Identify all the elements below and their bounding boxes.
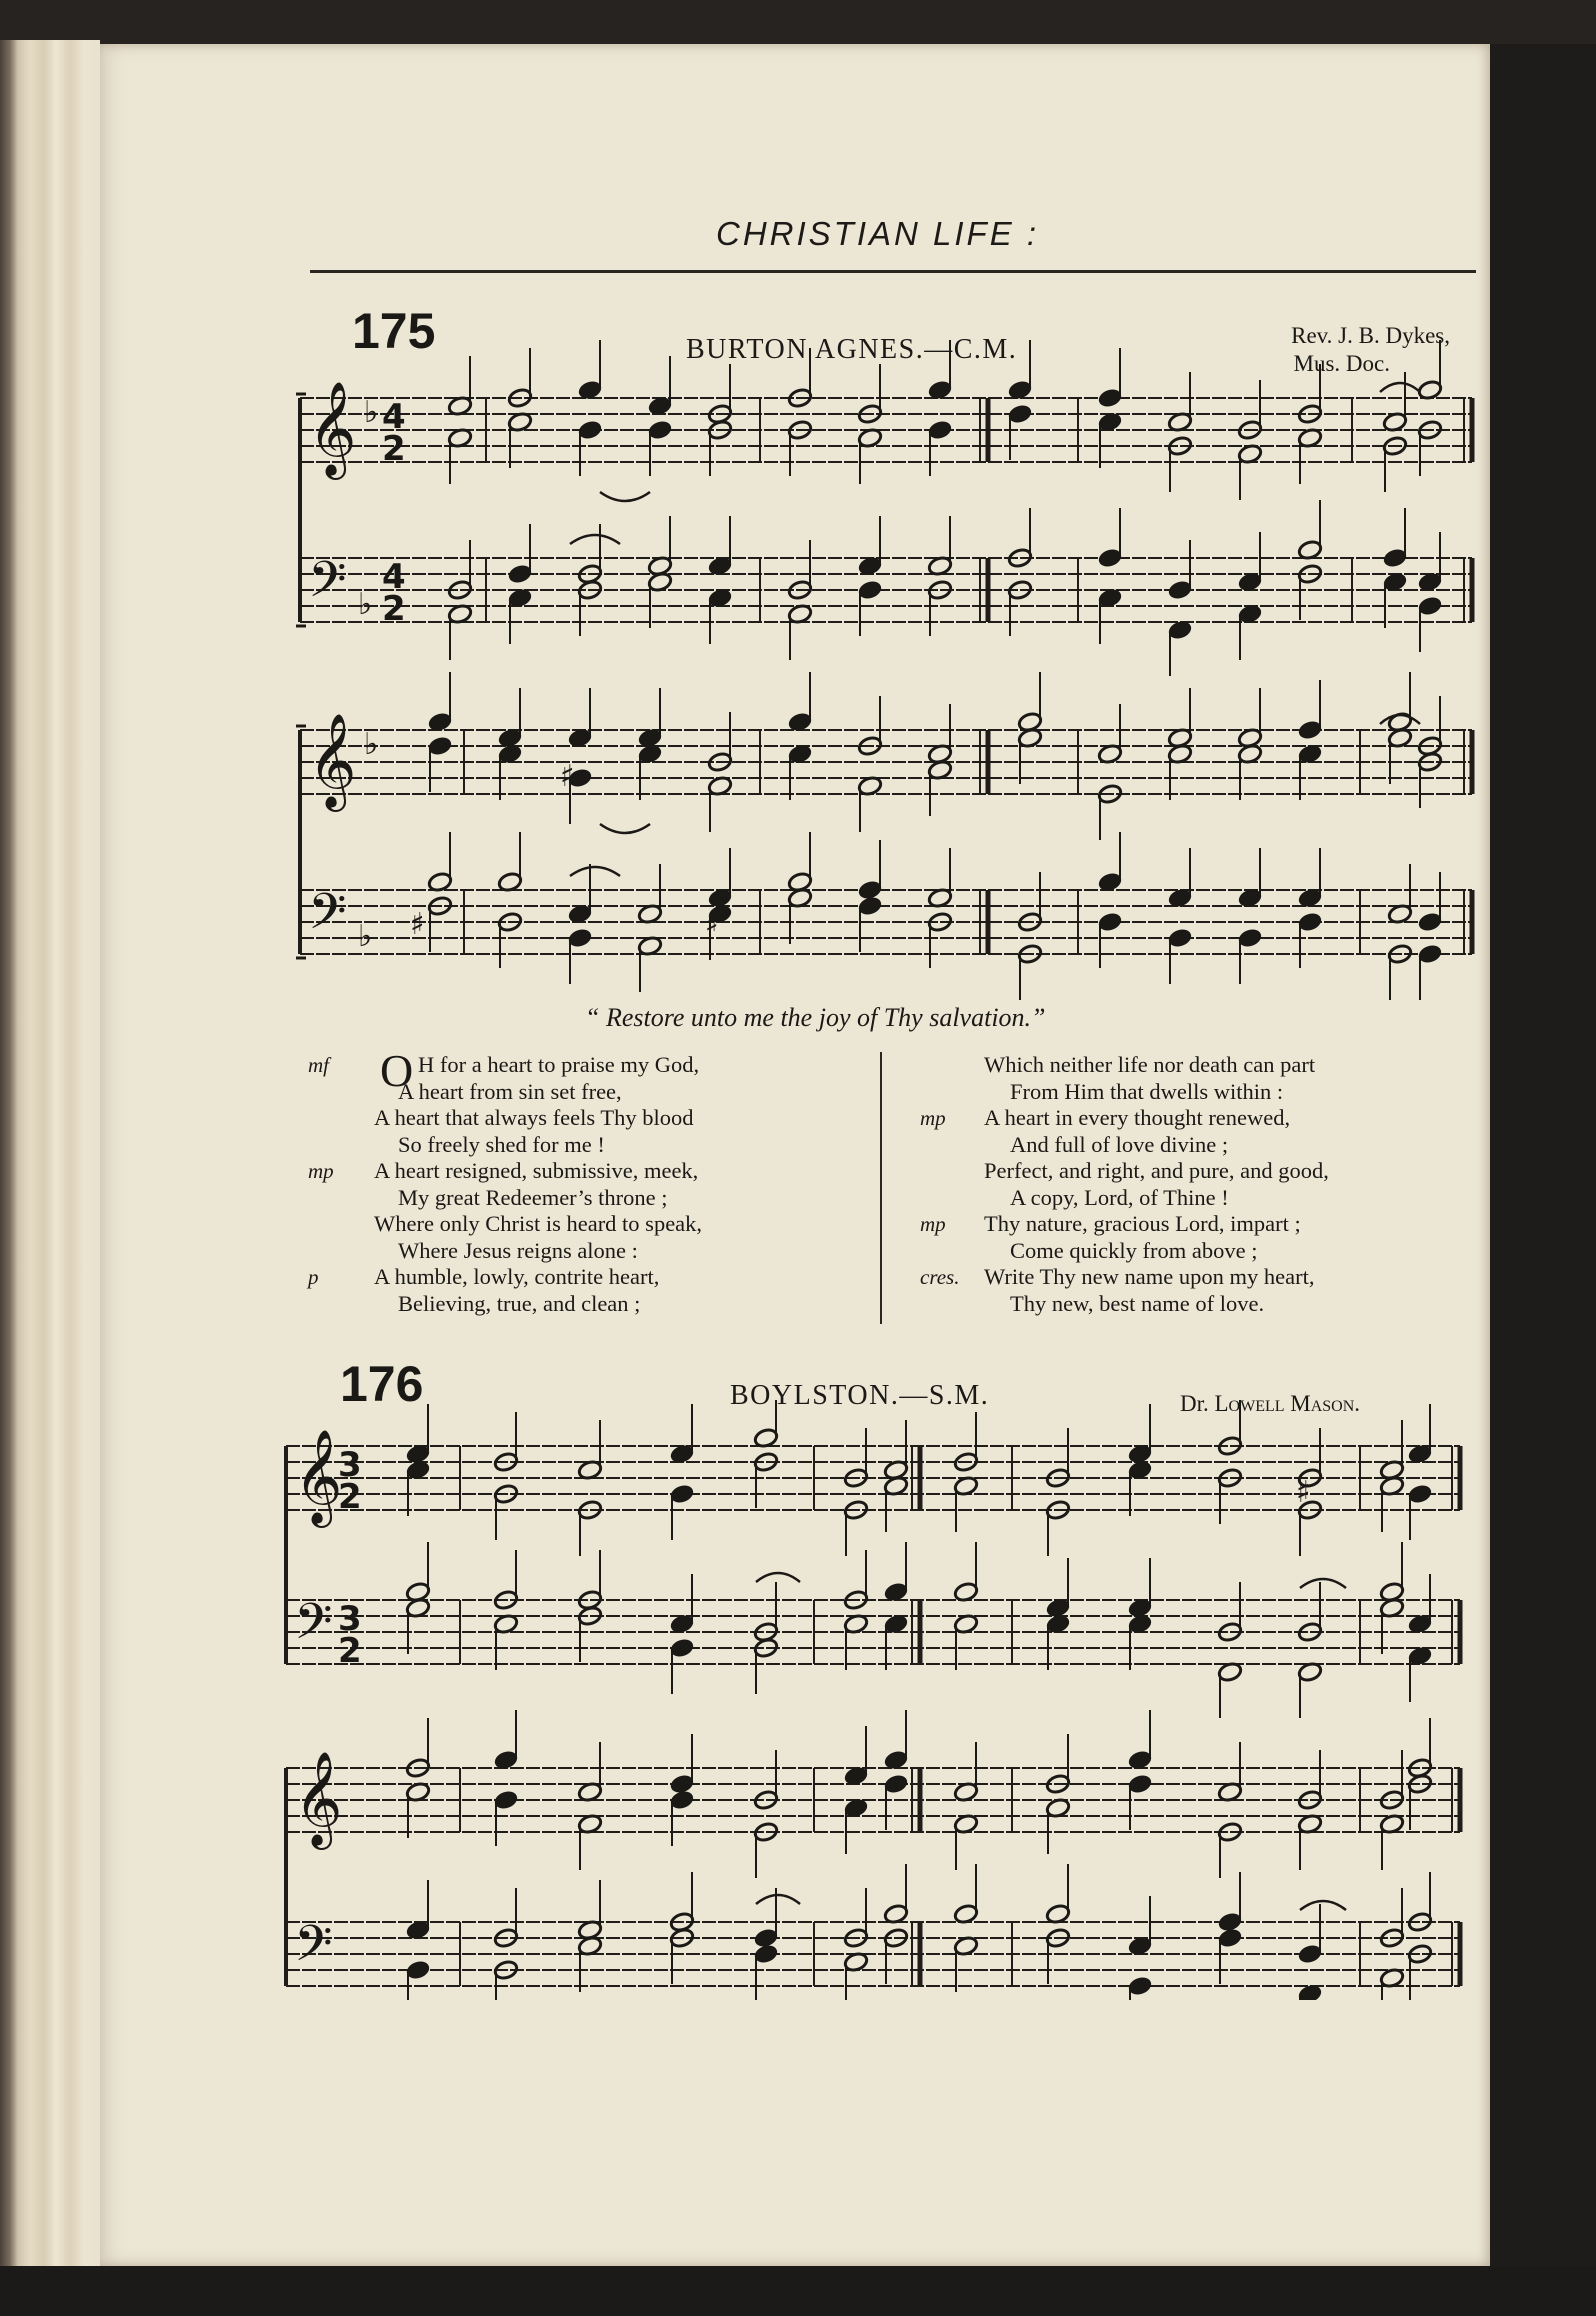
staff <box>300 558 1472 622</box>
time-signature-bottom: 2 <box>338 1477 362 1517</box>
background-bottom <box>0 2266 1596 2316</box>
sharp-sign-icon: ♯ <box>560 759 575 794</box>
dynamic-marking: p <box>308 1265 319 1289</box>
verse-text: A copy, Lord, of Thine ! <box>1010 1184 1229 1210</box>
music-score-176 <box>0 1400 1596 2000</box>
slur <box>600 824 650 833</box>
slur <box>570 535 620 544</box>
treble-clef-icon: 𝄞 <box>308 713 357 808</box>
time-signature-bottom: 2 <box>382 589 406 629</box>
bass-clef-icon: 𝄢 <box>308 883 347 953</box>
bass-clef-icon: 𝄢 <box>294 1915 333 1985</box>
column-divider <box>880 1052 882 1324</box>
verse-column-left <box>308 1045 850 1317</box>
verse-line <box>308 1158 850 1185</box>
staff <box>286 1768 1460 1832</box>
verse-text: Believing, true, and clean ; <box>398 1290 641 1316</box>
time-signature-top: 4 <box>382 557 406 597</box>
sharp-sign-icon: ♯ <box>705 908 719 941</box>
treble-clef-icon: 𝄞 <box>308 381 357 476</box>
slur <box>1380 383 1420 392</box>
verse-line <box>308 1264 850 1291</box>
verse-text: A heart from sin set free, <box>398 1078 622 1104</box>
epigraph-175: “ Restore unto me the joy of Thy salvation.” <box>585 1003 1046 1032</box>
running-head: CHRISTIAN LIFE : <box>716 215 1040 252</box>
flat-sign-icon: ♭ <box>364 395 379 430</box>
verse-line <box>982 1132 1482 1159</box>
time-signature-bottom: 2 <box>382 429 406 469</box>
verse-line <box>982 1052 1482 1079</box>
staff <box>286 1922 1460 1986</box>
sharp-sign-icon: ♯ <box>1296 1475 1311 1510</box>
verse-line <box>370 1105 850 1132</box>
verse-column-right <box>920 1052 1482 1317</box>
verse-line <box>370 1211 850 1238</box>
staff <box>300 890 1472 954</box>
verse-text: Write Thy new name upon my heart, <box>984 1264 1315 1289</box>
verse-line <box>982 1238 1482 1265</box>
time-signature-top: 3 <box>338 1445 362 1485</box>
verse-line <box>370 1185 850 1212</box>
verse-text: Where only Christ is heard to speak, <box>374 1211 703 1236</box>
verse-text: H for a heart to praise my God, <box>418 1052 700 1077</box>
drop-cap: O <box>380 1045 414 1096</box>
verse-line <box>982 1158 1482 1185</box>
treble-clef-icon: 𝄞 <box>294 1751 343 1846</box>
verse-line <box>370 1079 850 1106</box>
verse-line <box>920 1264 1482 1291</box>
verse-line <box>982 1079 1482 1106</box>
verse-text: A heart in every thought renewed, <box>984 1105 1291 1130</box>
composer-176-prefix: Dr. <box>1180 1391 1209 1416</box>
verse-line <box>920 1211 1482 1238</box>
hymn-number-175: 175 <box>352 303 436 359</box>
slur <box>1380 715 1420 724</box>
verse-text: Thy nature, gracious Lord, impart ; <box>984 1211 1301 1236</box>
composer-175-line1: Rev. J. B. Dykes, <box>1291 323 1450 348</box>
verse-text: Thy new, best name of love. <box>1010 1290 1265 1316</box>
bass-clef-icon: 𝄢 <box>308 551 347 621</box>
flat-sign-icon: ♭ <box>364 727 379 762</box>
time-signature-top: 3 <box>338 1599 362 1639</box>
time-signature-top: 4 <box>382 397 406 437</box>
slur <box>570 867 620 876</box>
verse-line <box>982 1185 1482 1212</box>
tune-name-176: BOYLSTON.—S.M. <box>730 1380 990 1411</box>
hymn-number-176: 176 <box>340 1356 424 1412</box>
verse-text: A humble, lowly, contrite heart, <box>374 1264 660 1289</box>
verse-text: Where Jesus reigns alone : <box>398 1237 638 1263</box>
verse-text: Come quickly from above ; <box>1010 1237 1258 1263</box>
staff <box>286 1600 1460 1664</box>
verse-text: A heart resigned, submissive, meek, <box>374 1158 699 1183</box>
composer-176-name: Lowell Mason. <box>1214 1391 1361 1416</box>
staff <box>300 398 1472 462</box>
dynamic-marking: cres. <box>920 1265 960 1289</box>
music-score-175 <box>0 0 1596 1000</box>
verse-line <box>370 1238 850 1265</box>
staff <box>286 1446 1460 1510</box>
verse-text: My great Redeemer’s throne ; <box>398 1184 668 1210</box>
slur <box>1300 1901 1346 1910</box>
staff <box>300 730 1472 794</box>
verse-text: From Him that dwells within : <box>1010 1078 1284 1104</box>
verse-line <box>920 1105 1482 1132</box>
verse-text: Which neither life nor death can part <box>984 1052 1316 1077</box>
tune-name-175: BURTON AGNES.—C.M. <box>686 334 1018 365</box>
time-signature-bottom: 2 <box>338 1631 362 1671</box>
slur <box>1300 1579 1346 1588</box>
verse-line <box>370 1132 850 1159</box>
verse-line <box>982 1291 1482 1318</box>
verse-text: A heart that always feels Thy blood <box>374 1105 694 1130</box>
bass-clef-icon: 𝄢 <box>294 1593 333 1663</box>
composer-175-line2: Mus. Doc. <box>1293 351 1390 376</box>
slur <box>600 492 650 501</box>
verse-text: Perfect, and right, and pure, and good, <box>984 1158 1329 1183</box>
dynamic-marking: mp <box>920 1212 946 1236</box>
dynamic-marking: mp <box>308 1159 334 1183</box>
slur <box>756 1895 800 1904</box>
dynamic-marking: mf <box>308 1053 329 1077</box>
flat-sign-icon: ♭ <box>358 587 373 622</box>
verse-line <box>370 1291 850 1318</box>
verse-text: And full of love divine ; <box>1010 1131 1229 1157</box>
sharp-sign-icon: ♯ <box>410 907 425 942</box>
verse-text: So freely shed for me ! <box>398 1131 605 1157</box>
flat-sign-icon: ♭ <box>358 919 373 954</box>
slur <box>756 1573 800 1582</box>
treble-clef-icon: 𝄞 <box>294 1429 343 1524</box>
dynamic-marking: mp <box>920 1106 946 1130</box>
